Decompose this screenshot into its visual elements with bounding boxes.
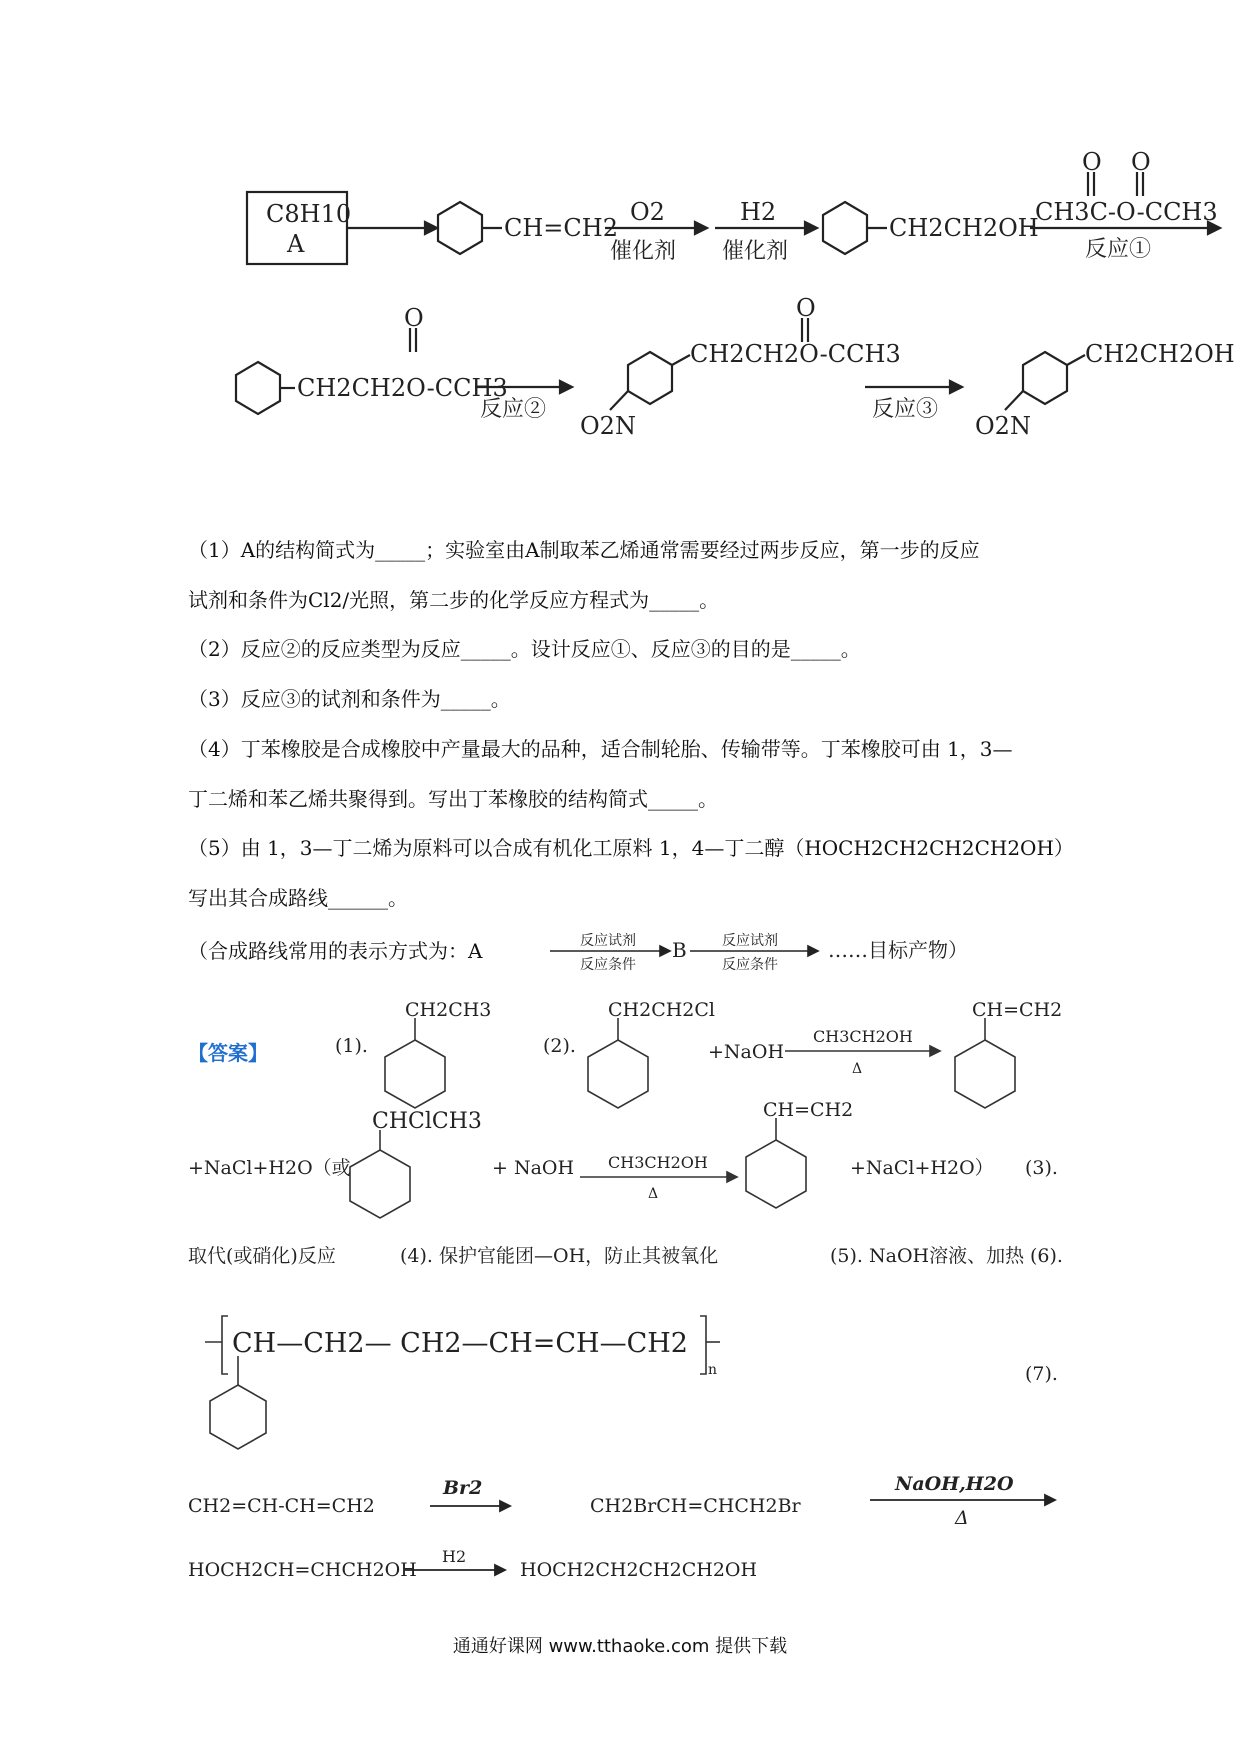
anhydride-formula: CH3C-O-CCH3 [1035,198,1218,226]
route-hint-condition: 反应条件 [722,957,778,973]
route-reagent-br2: Br2 [443,1477,483,1499]
vinyl-group: CH=CH2 [763,1099,854,1121]
answer-4-text: (4). 保护官能团—OH，防止其被氧化 [400,1245,719,1267]
step2-reagent: H2 [740,198,777,226]
heat-delta: Δ [852,1061,863,1077]
carbonyl-o: O [1131,148,1151,176]
route-hint-b: B [672,938,687,962]
benzene-ring-icon [350,1150,410,1218]
naoh-reagent: +NaOH [708,1041,785,1063]
question-1-line-2: 试剂和条件为Cl2/光照，第二步的化学反应方程式为_____。 [188,588,720,612]
nitro-group: O2N [580,412,636,440]
compound-a-label: A [287,230,305,258]
answer-structures [0,990,1240,1460]
answer-6-number: (6). [1030,1245,1063,1267]
step2-condition: 催化剂 [722,239,789,264]
route-reagent-naoh: NaOH,H2O [895,1473,1014,1495]
nitro-ester-group: CH2CH2O-CCH3 [690,340,901,368]
carbonyl-o: O [796,294,816,322]
question-3: （3）反应③的试剂和条件为_____。 [188,687,511,711]
benzene-ring-icon [385,1040,445,1108]
vinyl-group: CH=CH2 [972,999,1063,1021]
polymer-subscript: n [708,1362,718,1378]
answer-5-text: (5). NaOH溶液、加热 [830,1245,1025,1267]
styrene-group: CH=CH2 [504,214,618,242]
alcohol-group: CH2CH2OH [889,214,1039,242]
naoh-reagent: + NaOH [492,1157,575,1179]
reaction-scheme [0,130,1240,440]
chloroethyl-side-chain: CHClCH3 [372,1109,482,1134]
synthesis-route [0,1470,1240,1600]
answer-1-number: (1). [335,1035,368,1057]
chloroethyl-group: CH2CH2Cl [608,999,716,1021]
benzene-ring-icon [628,352,672,404]
question-2: （2）反应②的反应类型为反应_____。设计反应①、反应③的目的是_____。 [188,637,861,661]
ester-group: CH2CH2O-CCH3 [297,374,508,402]
product-group: CH2CH2OH [1085,340,1235,368]
answer-3-number: (3). [1025,1157,1058,1179]
benzene-ring-icon [236,362,280,414]
benzene-ring-icon [1023,352,1067,404]
route-hint-arrows [540,925,990,980]
question-4-line-2: 丁二烯和苯乙烯共聚得到。写出丁苯橡胶的结构简式_____。 [188,787,718,811]
route-hint-suffix: ……目标产物） [828,938,968,962]
route-hint-reagent: 反应试剂 [722,933,778,949]
route-hint-condition: 反应条件 [580,957,636,973]
route-product: HOCH2CH2CH2CH2OH [520,1559,758,1581]
benzene-ring-icon [823,202,867,254]
answer-2-number: (2). [543,1035,576,1057]
benzene-ring-icon [210,1385,266,1449]
answer-7-number: (7). [1025,1363,1058,1385]
benzene-ring-icon [955,1040,1015,1108]
nitro-group: O2N [975,412,1031,440]
step1-reagent: O2 [630,198,665,226]
answer-tag: 【答案】 [188,1041,268,1065]
question-5-line-2: 写出其合成路线______。 [188,886,408,910]
answer-3-text: 取代(或硝化)反应 [188,1245,336,1267]
route-diol-unsat: HOCH2CH=CHCH2OH [188,1559,417,1581]
route-heat: Δ [955,1507,969,1529]
benzene-ring-icon [588,1040,648,1108]
question-5-line-1: （5）由 1，3—丁二烯为原料可以合成有机化工原料 1，4—丁二醇（HOCH2CH2CH2CH2OH） [188,836,1074,860]
reaction2-label: 反应② [480,397,547,422]
benzene-ring-icon [438,202,482,254]
route-dibromide: CH2BrCH=CHCH2Br [590,1495,801,1517]
carbonyl-o: O [404,304,424,332]
footer-source: 通通好课网 www.tthaoke.com 提供下载 [452,1636,788,1657]
byproducts-close: +NaCl+H2O） [850,1157,994,1179]
heat-delta: Δ [648,1186,659,1202]
question-4-line-1: （4）丁苯橡胶是合成橡胶中产量最大的品种，适合制轮胎、传输带等。丁苯橡胶可由 1，3— [188,737,1013,761]
route-hint-reagent: 反应试剂 [580,933,636,949]
ethanol-solvent: CH3CH2OH [813,1027,913,1046]
route-start: CH2=CH-CH=CH2 [188,1495,375,1517]
byproducts-or: +NaCl+H2O（或 [188,1157,351,1179]
reaction3-label: 反应③ [872,397,939,422]
ethanol-solvent: CH3CH2OH [608,1153,708,1172]
polymer-chain: CH—CH2— CH2—CH=CH—CH2 [232,1328,688,1359]
route-hint-prefix: （合成路线常用的表示方式为：A [188,939,483,963]
reaction1-label: 反应① [1085,237,1152,262]
ethyl-group: CH2CH3 [405,999,492,1021]
benzene-ring-icon [746,1140,806,1208]
route-reagent-h2: H2 [442,1547,467,1566]
step1-condition: 催化剂 [610,239,677,264]
carbonyl-o: O [1082,148,1102,176]
compound-a-formula: C8H10 [266,200,352,228]
question-1-line-1: （1）A的结构简式为_____；实验室由A制取苯乙烯通常需要经过两步反应，第一步的反应 [188,538,980,562]
